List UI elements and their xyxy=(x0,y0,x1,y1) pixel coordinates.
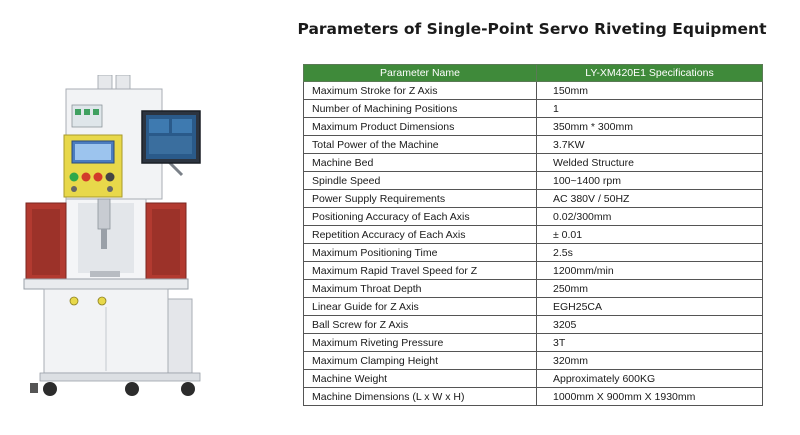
parameter-name-cell: Maximum Rapid Travel Speed for Z xyxy=(304,262,537,280)
table-row xyxy=(304,334,763,352)
table-row xyxy=(304,190,763,208)
parameter-name-cell: Machine Bed xyxy=(304,154,537,172)
specification-cell: 3205 xyxy=(537,316,763,334)
table-header-row xyxy=(304,65,763,82)
specification-cell: 0.02/300mm xyxy=(537,208,763,226)
parameter-name-cell: Number of Machining Positions xyxy=(304,100,537,118)
table-row xyxy=(304,388,763,406)
page-title: Parameters of Single-Point Servo Riveting Equipment xyxy=(297,20,767,38)
spec-table xyxy=(303,64,763,406)
table-row xyxy=(304,244,763,262)
parameter-name-cell: Power Supply Requirements xyxy=(304,190,537,208)
column-header: LY-XM420E1 Specifications xyxy=(537,65,763,82)
parameter-name-cell: Repetition Accuracy of Each Axis xyxy=(304,226,537,244)
specification-cell: 3T xyxy=(537,334,763,352)
specification-cell: 1 xyxy=(537,100,763,118)
parameter-name-cell: Maximum Stroke for Z Axis xyxy=(304,82,537,100)
table-row xyxy=(304,82,763,100)
parameter-name-cell: Maximum Product Dimensions xyxy=(304,118,537,136)
specification-cell: 1200mm/min xyxy=(537,262,763,280)
table-row xyxy=(304,100,763,118)
specification-cell: EGH25CA xyxy=(537,298,763,316)
parameter-name-cell: Linear Guide for Z Axis xyxy=(304,298,537,316)
specification-cell: Welded Structure xyxy=(537,154,763,172)
table-row xyxy=(304,154,763,172)
specification-cell: ± 0.01 xyxy=(537,226,763,244)
parameter-name-cell: Machine Dimensions (L x W x H) xyxy=(304,388,537,406)
table-row xyxy=(304,208,763,226)
table-row xyxy=(304,280,763,298)
parameter-name-cell: Positioning Accuracy of Each Axis xyxy=(304,208,537,226)
specification-cell: 350mm * 300mm xyxy=(537,118,763,136)
parameter-name-cell: Spindle Speed xyxy=(304,172,537,190)
table-row xyxy=(304,298,763,316)
specification-cell: 2.5s xyxy=(537,244,763,262)
specification-cell: 1000mm X 900mm X 1930mm xyxy=(537,388,763,406)
table-row xyxy=(304,172,763,190)
specification-cell: 320mm xyxy=(537,352,763,370)
specification-cell: 150mm xyxy=(537,82,763,100)
table-row xyxy=(304,262,763,280)
table-row xyxy=(304,316,763,334)
specification-cell: 3.7KW xyxy=(537,136,763,154)
specification-cell: 250mm xyxy=(537,280,763,298)
parameter-name-cell: Total Power of the Machine xyxy=(304,136,537,154)
specification-cell: AC 380V / 50HZ xyxy=(537,190,763,208)
parameter-name-cell: Maximum Clamping Height xyxy=(304,352,537,370)
riveting-machine-image xyxy=(18,75,218,405)
table-row xyxy=(304,352,763,370)
table-row xyxy=(304,226,763,244)
specification-cell: Approximately 600KG xyxy=(537,370,763,388)
column-header: Parameter Name xyxy=(304,65,537,82)
parameter-name-cell: Maximum Throat Depth xyxy=(304,280,537,298)
parameter-name-cell: Maximum Positioning Time xyxy=(304,244,537,262)
parameter-name-cell: Machine Weight xyxy=(304,370,537,388)
table-row xyxy=(304,118,763,136)
table-row xyxy=(304,136,763,154)
parameter-name-cell: Ball Screw for Z Axis xyxy=(304,316,537,334)
specification-cell: 100~1400 rpm xyxy=(537,172,763,190)
table-row xyxy=(304,370,763,388)
parameter-name-cell: Maximum Riveting Pressure xyxy=(304,334,537,352)
